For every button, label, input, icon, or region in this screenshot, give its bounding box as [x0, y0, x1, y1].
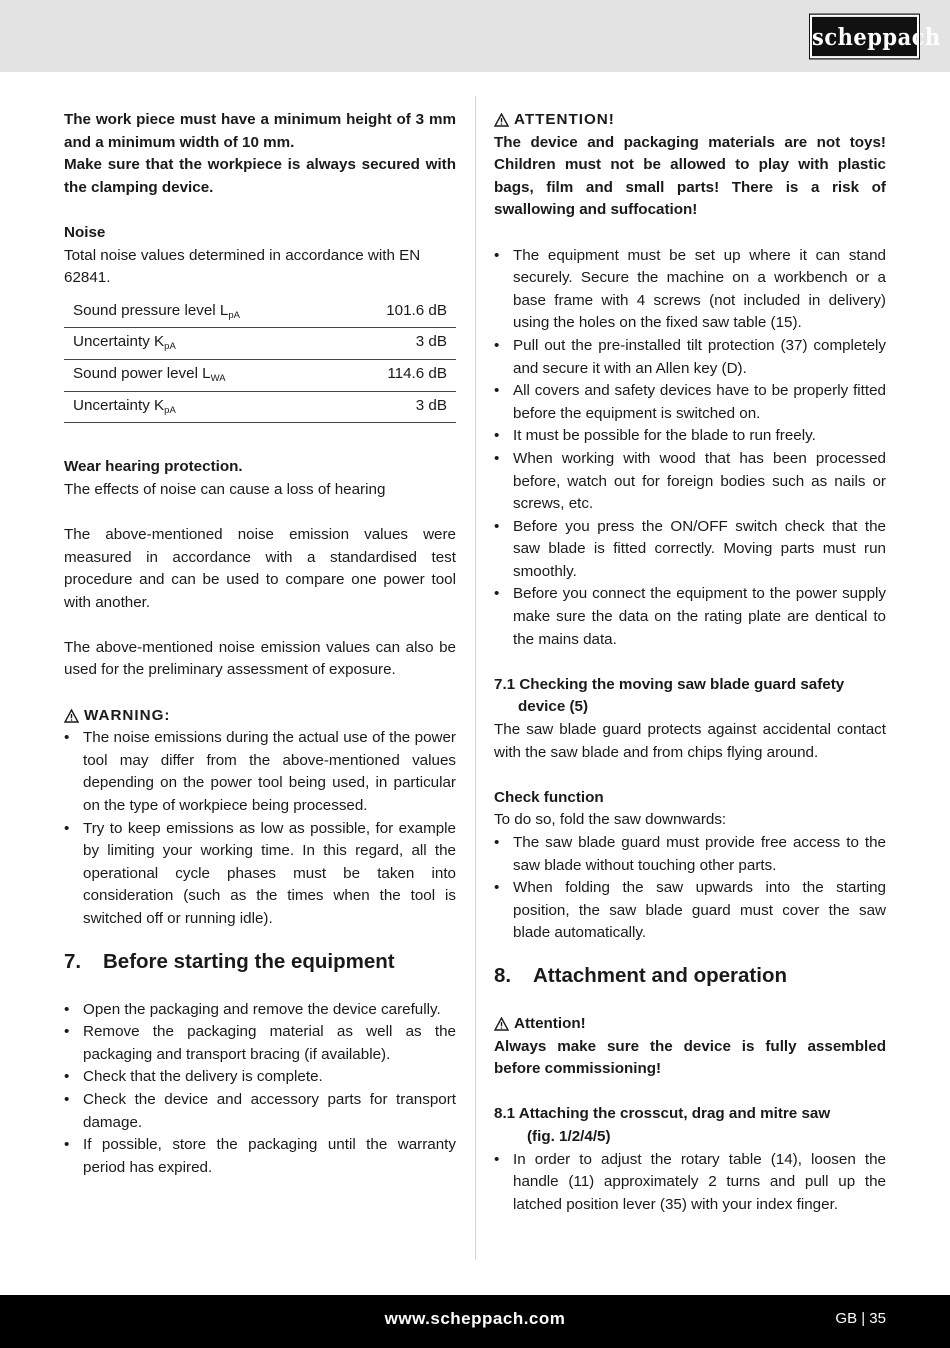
subsection-8-1-heading	[494, 1103, 886, 1148]
list-item: • Check that the delivery is complete.	[64, 1066, 456, 1089]
section-title: Attachment and operation	[533, 963, 787, 987]
table-row	[64, 391, 456, 423]
column-divider	[475, 96, 476, 1260]
warning-heading	[64, 705, 456, 728]
list-item: • Remove the packaging material as well as the packaging and transport bracing (if available).	[64, 1021, 456, 1066]
section-7-heading	[64, 949, 456, 975]
list-item: • The equipment must be set up where it can stand securely. Secure the machine on a workbench or a base frame with 4 screws (not included in delivery) using the holes on the fixed saw table (15).	[494, 245, 886, 335]
subsection-7-1-text: The saw blade guard protects against accidental contact with the saw blade and from chips flying around.	[494, 721, 886, 761]
list-item: • Try to keep emissions as low as possible, for example by limiting your working time. In this regard, all the operational cycle phases must be taken into consideration (such as the times when the tool is switched off or running idle).	[64, 818, 456, 931]
list-item: • The noise emissions during the actual use of the power tool may differ from the above-mentioned values depending on the power tool being used, in particular on the type of workpiece being processed.	[64, 727, 456, 817]
list-item: • In order to adjust the rotary table (14), loosen the handle (11) approximately 2 turns and pull up the latched position lever (35) with your index finger.	[494, 1149, 886, 1217]
list-item: • Pull out the pre-installed tilt protection (37) completely and secure it with an Allen key (D).	[494, 335, 886, 380]
subsection-title-line: 7.1 Checking the moving saw blade guard safety	[494, 675, 845, 693]
list-item: • It must be possible for the blade to run freely.	[494, 425, 886, 448]
list-item: • Check the device and accessory parts for transport damage.	[64, 1089, 456, 1134]
right-column	[494, 109, 886, 1216]
attention-text: The device and packaging materials are not toys! Children must not be allowed to play with plastic bags, film and small parts! There is a risk of swallowing and suffocation!	[494, 133, 886, 219]
attention-heading	[494, 109, 886, 132]
hearing-text: The effects of noise can cause a loss of hearing	[64, 480, 386, 498]
noise-value: 114.6 dB	[339, 359, 456, 391]
noise-value: 101.6 dB	[339, 296, 456, 328]
noise-label: Uncertainty $K_{pA}$	[64, 391, 339, 423]
list-item: • When working with wood that has been processed before, watch out for foreign bodies such as nails or screws, etc.	[494, 448, 886, 516]
noise-paragraph-2: The above-mentioned noise emission values can also be used for the preliminary assessment of exposure.	[64, 638, 456, 679]
noise-label: Sound pressure level $L_{pA}$	[64, 296, 339, 328]
check-text: To do so, fold the saw downwards:	[494, 811, 727, 829]
warning-icon	[64, 709, 79, 723]
noise-value: 3 dB	[339, 328, 456, 360]
section-number: 8.	[494, 963, 512, 987]
attention-2-text: Always make sure the device is fully assembled before commissioning!	[494, 1037, 886, 1078]
table-row	[64, 296, 456, 328]
noise-heading: Noise	[64, 223, 106, 241]
attention-2-heading	[494, 1013, 886, 1036]
page-header-band	[0, 0, 950, 72]
warning-list	[64, 727, 456, 930]
list-item: • All covers and safety devices have to be properly fitted before the equipment is switched on.	[494, 380, 886, 425]
noise-text: Total noise values determined in accordance with EN 62841.	[64, 246, 421, 287]
section-title: Before starting the equipment	[103, 949, 395, 973]
noise-label: Uncertainty $K_{pA}$	[64, 328, 339, 360]
intro-line-1: The work piece must have a minimum height of 3 mm and a minimum width of 10 mm.	[64, 111, 456, 151]
subsection-8-1-list	[494, 1149, 886, 1217]
list-item: • The saw blade guard must provide free access to the saw blade without touching other parts.	[494, 832, 886, 877]
list-item: • Open the packaging and remove the device carefully.	[64, 999, 456, 1022]
section-7-list	[64, 999, 456, 1180]
noise-table	[64, 296, 456, 423]
page-number: GB | 35	[835, 1310, 886, 1327]
check-list	[494, 832, 886, 945]
subsection-title-line: 8.1 Attaching the crosscut, drag and mitre saw	[494, 1105, 831, 1123]
section-8-heading	[494, 963, 886, 989]
list-item: • Before you press the ON/OFF switch check that the saw blade is fitted correctly. Moving parts must run smoothly.	[494, 516, 886, 584]
intro-line-2: Make sure that the workpiece is always secured with the clamping device.	[64, 156, 456, 196]
table-row	[64, 359, 456, 391]
list-item: • Before you connect the equipment to the power supply make sure the data on the rating plate are dentical to the mains data.	[494, 583, 886, 651]
subsection-title-line: device (5)	[518, 698, 589, 716]
section-number: 7.	[64, 949, 82, 973]
attention-2-label: Attention!	[514, 1014, 586, 1032]
footer-url: www.scheppach.com	[384, 1309, 566, 1328]
page-footer	[0, 1295, 950, 1348]
noise-value: 3 dB	[339, 391, 456, 423]
subsection-title-line: (fig. 1/2/4/5)	[527, 1127, 611, 1145]
check-heading: Check function	[494, 788, 604, 806]
warning-icon	[494, 1017, 509, 1031]
warning-label: WARNING:	[84, 706, 171, 724]
list-item: • When folding the saw upwards into the starting position, the saw blade guard must cover the saw blade automatically.	[494, 877, 886, 945]
table-row	[64, 328, 456, 360]
noise-label: Sound power level $L_{WA}$	[64, 359, 339, 391]
hearing-heading: Wear hearing protection.	[64, 458, 243, 476]
left-column	[64, 109, 456, 1179]
subsection-7-1-heading	[494, 674, 886, 719]
setup-list	[494, 245, 886, 652]
scheppach-logo: scheppach	[810, 15, 919, 59]
list-item: • If possible, store the packaging until the warranty period has expired.	[64, 1134, 456, 1179]
attention-label: ATTENTION!	[514, 111, 615, 128]
noise-paragraph-1: The above-mentioned noise emission values were measured in accordance with a standardised test procedure and can be used to compare one power tool with another.	[64, 525, 456, 611]
warning-icon	[494, 113, 509, 127]
